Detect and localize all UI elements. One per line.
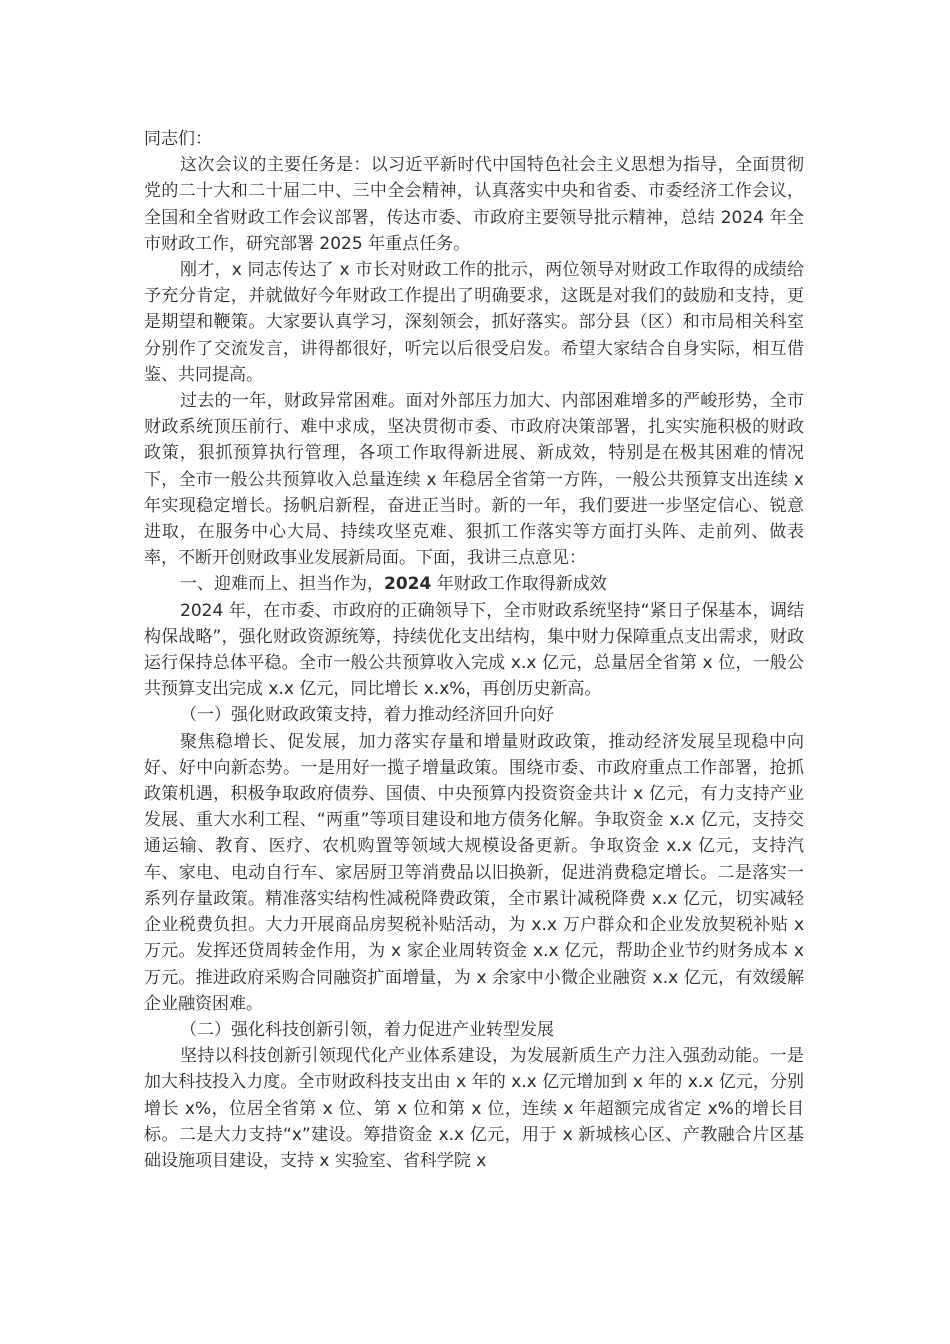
- paragraph-tech-innovation: 坚持以科技创新引领现代化产业体系建设，为发展新质生产力注入强劲动能。一是加大科技投入力度。全市财政科技支出由 x 年的 x.x 亿元增加到 x 年的 x.x 亿元，分别增长 x%，位居全省第 x 位、第 x 位和第 x 位，连续 x 年超额完成省定 x%的增长目标。二是大力支持“x”建设。筹措资金 x.x 亿元，用于 x 新城核心区、产教融合片区基础设施项目建设，支持 x 实验室、省科学院 x: [144, 1046, 804, 1171]
- paragraph-instructions: 刚才，x 同志传达了 x 市长对财政工作的批示，两位领导对财政工作取得的成绩给予充分肯定，并就做好今年财政工作提出了明确要求，这既是对我们的鼓励和支持，更是期望和鞭策。大家要认真学习，深刻领会，抓好落实。部分县（区）和市局相关科室分别作了交流发言，讲得都很好，听完以后很受启发。希望大家结合自身实际，相互借鉴、共同提高。: [144, 260, 804, 385]
- salutation: 同志们：: [144, 129, 212, 149]
- paragraph-past-year: 过去的一年，财政异常困难。面对外部压力加大、内部困难增多的严峻形势，全市财政系统顶压前行、难中求成，坚决贯彻市委、市政府决策部署，扎实实施积极的财政政策，狠抓预算执行管理，各项工作取得新进展、新成效，特别是在极其困难的情况下，全市一般公共预算收入总量连续 x 年稳居全省第一方阵，一般公共预算支出连续 x 年实现稳定增长。扬帆启新程，奋进正当时。新的一年，我们要进一步坚定信心、锐意进取，在服务中心大局、持续攻坚克难、狠抓工作落实等方面打头阵、走前列、做表率，不断开创财政事业发展新局面。下面，我讲三点意见：: [144, 391, 804, 569]
- heading1-prefix: 一、迎难而上、担当作为，: [180, 574, 384, 595]
- paragraph-fiscal-policy: 聚焦稳增长、促发展，加力落实存量和增量财政政策，推动经济发展呈现稳中向好、好中向新态势。一是用好一揽子增量政策。围绕市委、市政府重点工作部署，抢抓政策机遇，积极争取政府债券、国债、中央预算内投资资金共计 x 亿元，有力支持产业发展、重大水利工程、“两重”等项目建设和地方债务化解。争取资金 x.x 亿元，支持交通运输、教育、医疗、农机购置等领域大规模设备更新。争取资金 x.x 亿元，支持汽车、家电、电动自行车、家居厨卫等消费品以旧换新，促进消费稳定增长。二是落实一系列存量政策。精准落实结构性减税降费政策，全市累计减税降费 x.x 亿元，切实减轻企业税费负担。大力开展商品房契税补贴活动，为 x.x 万户群众和企业发放契税补贴 x 万元。发挥还贷周转金作用，为 x 家企业周转资金 x.x 亿元，帮助企业节约财务成本 x 万元。推进政府采购合同融资扩面增量，为 x 余家中小微企业融资 x.x 亿元，有效缓解企业融资困难。: [144, 731, 804, 1014]
- section-heading-1: [144, 571, 804, 597]
- subheading-tech-innovation: （二）强化科技创新引领，着力促进产业转型发展: [180, 1019, 554, 1040]
- document-body: [144, 126, 804, 1174]
- paragraph-meeting-tasks: 这次会议的主要任务是：以习近平新时代中国特色社会主义思想为指导，全面贯彻党的二十大和二十届二中、三中全会精神，认真落实中央和省委、市委经济工作会议，全国和全省财政工作会议部署，传达市委、市政府主要领导批示精神，总结 2024 年全市财政工作，研究部署 2025 年重点任务。: [144, 155, 804, 254]
- heading1-year: 2024: [384, 574, 432, 595]
- heading1-suffix: 年财政工作取得新成效: [431, 574, 607, 595]
- paragraph-2024-summary: 2024 年，在市委、市政府的正确领导下，全市财政系统坚持“紧日子保基本，调结构保战略”，强化财政资源统筹，持续优化支出结构，集中财力保障重点支出需求，财政运行保持总体平稳。全市一般公共预算收入完成 x.x 亿元，总量居全省第 x 位，一般公共预算支出完成 x.x 亿元，同比增长 x.x%，再创历史新高。: [144, 600, 804, 700]
- subheading-fiscal-policy: （一）强化财政政策支持，着力推动经济回升向好: [180, 705, 554, 726]
